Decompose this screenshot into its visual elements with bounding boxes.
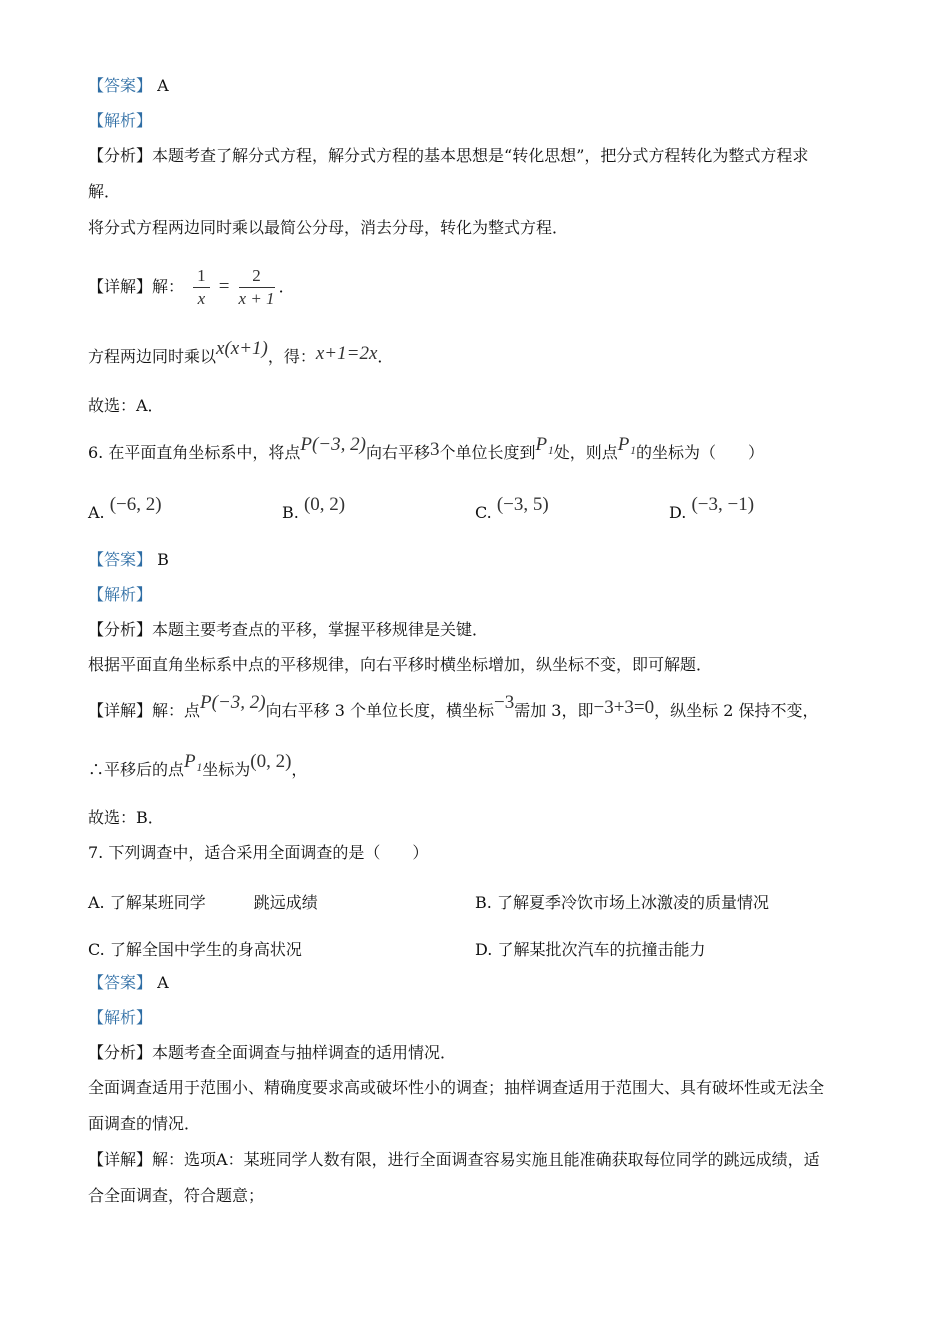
text: ， — [291, 760, 308, 779]
text-line — [88, 751, 308, 780]
answer-value: B — [157, 550, 169, 569]
question-6-stem — [88, 434, 764, 463]
text: 向右平移 — [365, 443, 430, 462]
math: P(−3, 2) — [300, 434, 366, 455]
fenxi-tag: 【分析】 — [88, 146, 153, 165]
answer-tag: 【答案】 — [88, 973, 153, 992]
text: 向右平移 3 个单位长度，横坐标 — [265, 701, 494, 720]
fenxi-line — [88, 1043, 456, 1063]
denominator: x — [197, 289, 206, 308]
detail-tag: 【详解】 — [88, 701, 153, 720]
text: 本题考查全面调查与抽样调查的适用情况． — [152, 1043, 457, 1062]
text: 方程两边同时乘以 — [88, 347, 217, 366]
option-value: (−3, −1) — [691, 494, 755, 515]
math: x+1=2x — [315, 343, 378, 364]
math: P₁ — [617, 434, 636, 455]
text: 根据平面直角坐标系中点的平移规律，向右平移时横坐标增加，纵坐标不变，即可解题． — [88, 655, 713, 674]
math: 3 — [429, 439, 440, 460]
analysis-tag: 【解析】 — [88, 585, 153, 604]
text: 坐标为 — [202, 760, 251, 779]
text: 解： — [152, 277, 185, 296]
math: P₁ — [184, 751, 203, 772]
math: x(x+1) — [216, 338, 268, 359]
text: 的坐标为（ ） — [635, 443, 764, 462]
math: −3 — [493, 692, 515, 713]
text: ． — [377, 347, 394, 366]
fraction — [193, 265, 210, 310]
numerator: 1 — [193, 265, 210, 288]
fenxi-line — [88, 146, 808, 166]
fenxi-tag: 【分析】 — [88, 1043, 153, 1062]
question-7-stem: 7. 下列调查中，适合采用全面调查的是（ ） — [88, 843, 429, 862]
option-d — [475, 937, 705, 960]
text: ，纵坐标 2 保持不变， — [654, 701, 819, 720]
analysis-tag: 【解析】 — [88, 1008, 153, 1027]
option-c — [475, 494, 549, 524]
option-value: 了解夏季冷饮市场上冰激凌的质量情况 — [496, 893, 769, 912]
option-label: C. — [88, 940, 105, 959]
answer-line — [88, 550, 169, 570]
answer-value: A — [157, 76, 169, 95]
text: 全面调查适用于范围小、精确度要求高或破坏性小的调查；抽样调查适用于范围大、具有破坏性或无法全 — [88, 1078, 825, 1097]
text: ∴平移后的点 — [88, 760, 185, 779]
option-label: B. — [282, 503, 299, 522]
text: 6. 在平面直角坐标系中，将点 — [88, 443, 301, 462]
fenxi-line — [88, 620, 488, 640]
option-value: (−6, 2) — [109, 494, 162, 515]
option-label: B. — [475, 893, 492, 912]
answer-tag: 【答案】 — [88, 76, 153, 95]
text: 需加 3，即 — [514, 701, 594, 720]
text: 解：点 — [152, 701, 201, 720]
option-a — [88, 890, 318, 913]
option-c — [88, 937, 302, 960]
text-line — [88, 338, 394, 367]
text: 个单位长度到 — [439, 443, 536, 462]
text: 故选：B． — [88, 808, 164, 827]
option-value: (0, 2) — [303, 494, 346, 515]
analysis-tag: 【解析】 — [88, 111, 153, 130]
text: 将分式方程两边同时乘以最简公分母，消去分母，转化为整式方程． — [88, 218, 569, 237]
text: 面调查的情况． — [88, 1114, 201, 1133]
option-label: D. — [669, 503, 687, 522]
text: 本题考查了解分式方程，解分式方程的基本思想是“转化思想”，把分式方程转化为整式方程求 — [152, 146, 809, 165]
option-value: 了解某批次汽车的抗撞击能力 — [497, 940, 706, 959]
text: 处，则点 — [553, 443, 618, 462]
option-a — [88, 494, 162, 524]
option-value: 了解全国中学生的身高状况 — [109, 940, 302, 959]
denominator: x + 1 — [238, 289, 275, 308]
answer-value: A — [157, 973, 169, 992]
text: 解． — [88, 182, 121, 201]
answer-tag: 【答案】 — [88, 550, 153, 569]
option-b — [475, 890, 769, 913]
math: −3+3=0 — [593, 697, 655, 718]
option-value: 了解某班同学 跳远成绩 — [109, 893, 318, 912]
text: ． — [278, 277, 295, 296]
option-value: (−3, 5) — [496, 494, 549, 515]
equals: = — [218, 276, 230, 297]
option-label: C. — [475, 503, 492, 522]
text: 本题主要考查点的平移，掌握平移规律是关键． — [152, 620, 489, 639]
detail-line — [88, 1150, 820, 1170]
text: 解：选项A：某班同学人数有限，进行全面调查容易实施且能准确获取每位同学的跳远成绩，适 — [152, 1150, 820, 1169]
answer-line — [88, 76, 169, 96]
text: ，得： — [267, 347, 316, 366]
option-label: A. — [88, 893, 105, 912]
math: P(−3, 2) — [200, 692, 266, 713]
math: (0, 2) — [250, 751, 292, 772]
math: P₁ — [535, 434, 554, 455]
option-label: D. — [475, 940, 493, 959]
fenxi-tag: 【分析】 — [88, 620, 153, 639]
detail-tag: 【详解】 — [88, 1150, 153, 1169]
detail-line — [88, 255, 295, 319]
text: 合全面调查，符合题意； — [88, 1186, 265, 1205]
option-d — [669, 494, 755, 524]
fraction — [239, 265, 275, 310]
text: 故选：A． — [88, 396, 164, 415]
numerator: 2 — [239, 265, 275, 288]
answer-line — [88, 973, 169, 993]
detail-tag: 【详解】 — [88, 277, 153, 296]
detail-line — [88, 692, 819, 721]
option-label: A. — [88, 503, 105, 522]
option-b — [282, 494, 346, 524]
